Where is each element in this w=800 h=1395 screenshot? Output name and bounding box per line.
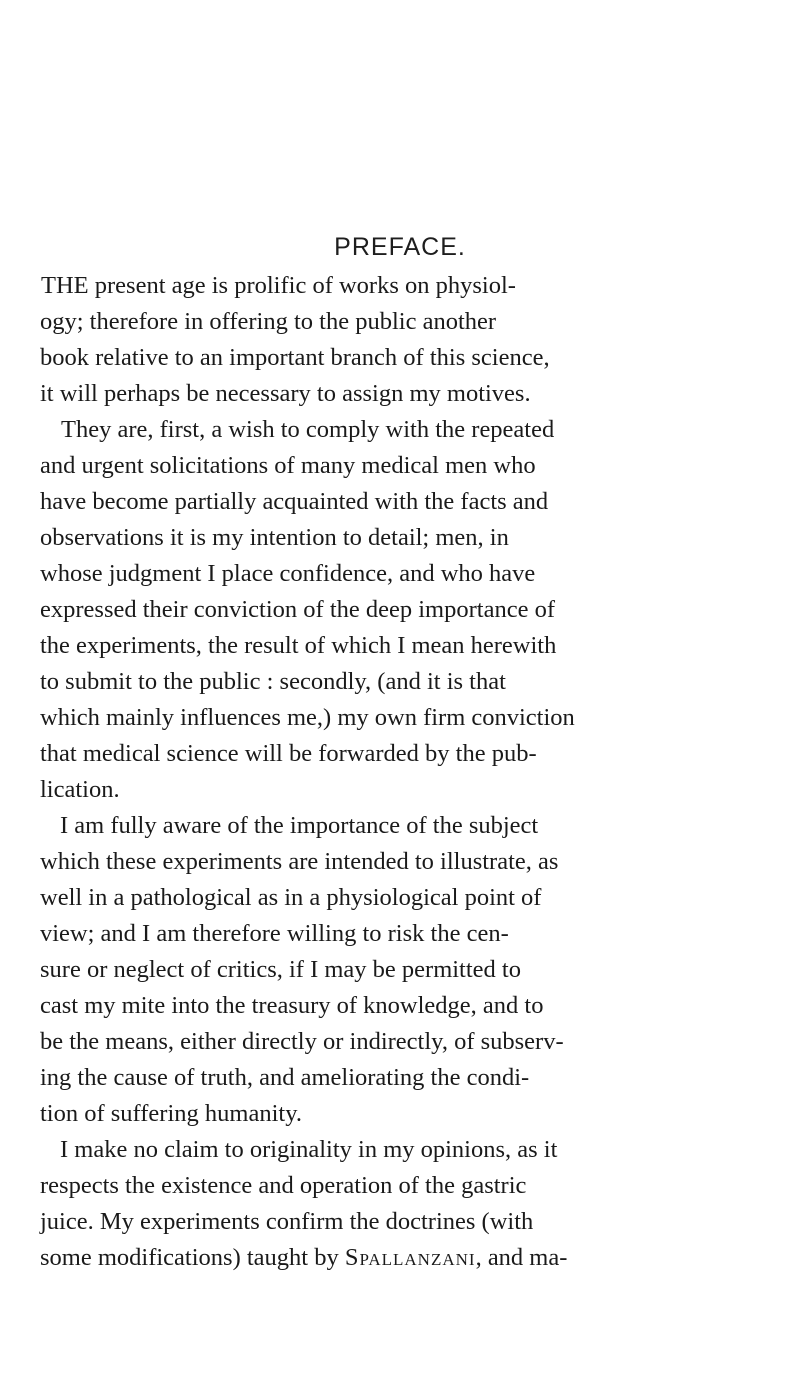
text-line: well in a pathological as in a physiological point of	[40, 884, 542, 911]
text-line: have become partially acquainted with the facts and	[40, 488, 549, 515]
text-line: cast my mite into the treasury of knowledge, and to	[40, 992, 544, 1019]
text-line: sure or neglect of critics, if I may be permitted to	[40, 956, 521, 983]
text-line: it will perhaps be necessary to assign my motives.	[40, 380, 531, 407]
text-line: juice. My experiments confirm the doctrines (with	[40, 1208, 534, 1235]
text-line: They are, first, a wish to comply with the repeated	[61, 416, 555, 443]
page-heading: PREFACE.	[334, 233, 466, 261]
text-line: book relative to an important branch of this science,	[40, 344, 550, 371]
last-line-after: , and ma-	[475, 1244, 568, 1271]
text-line: whose judgment I place confidence, and who have	[40, 560, 536, 587]
author-name: Spallanzani	[344, 1244, 476, 1271]
text-line: be the means, either directly or indirectly, of subserv-	[40, 1028, 564, 1055]
text-line: that medical science will be forwarded by the pub-	[40, 740, 537, 767]
text-line: I make no claim to originality in my opinions, as it	[60, 1136, 558, 1163]
text-line: view; and I am therefore willing to risk the cen-	[40, 920, 509, 947]
text-line: which these experiments are intended to illustrate, as	[40, 848, 559, 875]
last-line-before: some modifications) taught by	[40, 1244, 345, 1271]
text-line: the experiments, the result of which I mean herewith	[40, 632, 557, 659]
text-line: I am fully aware of the importance of the subject	[60, 812, 539, 839]
text-line: THE present age is prolific of works on physiol-	[41, 272, 516, 299]
text-line: to submit to the public : secondly, (and it is that	[40, 668, 506, 695]
text-line: ogy; therefore in offering to the public another	[40, 308, 497, 335]
text-line: ing the cause of truth, and ameliorating the condi-	[40, 1064, 530, 1091]
text-line: lication.	[40, 776, 120, 803]
text-line-last	[40, 1242, 567, 1274]
text-line: respects the existence and operation of the gastric	[40, 1172, 527, 1199]
text-line: observations it is my intention to detail; men, in	[40, 524, 509, 551]
text-line: tion of suffering humanity.	[40, 1100, 302, 1127]
text-line: which mainly influences me,) my own firm conviction	[40, 704, 575, 731]
text-line: expressed their conviction of the deep importance of	[40, 596, 555, 623]
text-line: and urgent solicitations of many medical men who	[40, 452, 536, 479]
